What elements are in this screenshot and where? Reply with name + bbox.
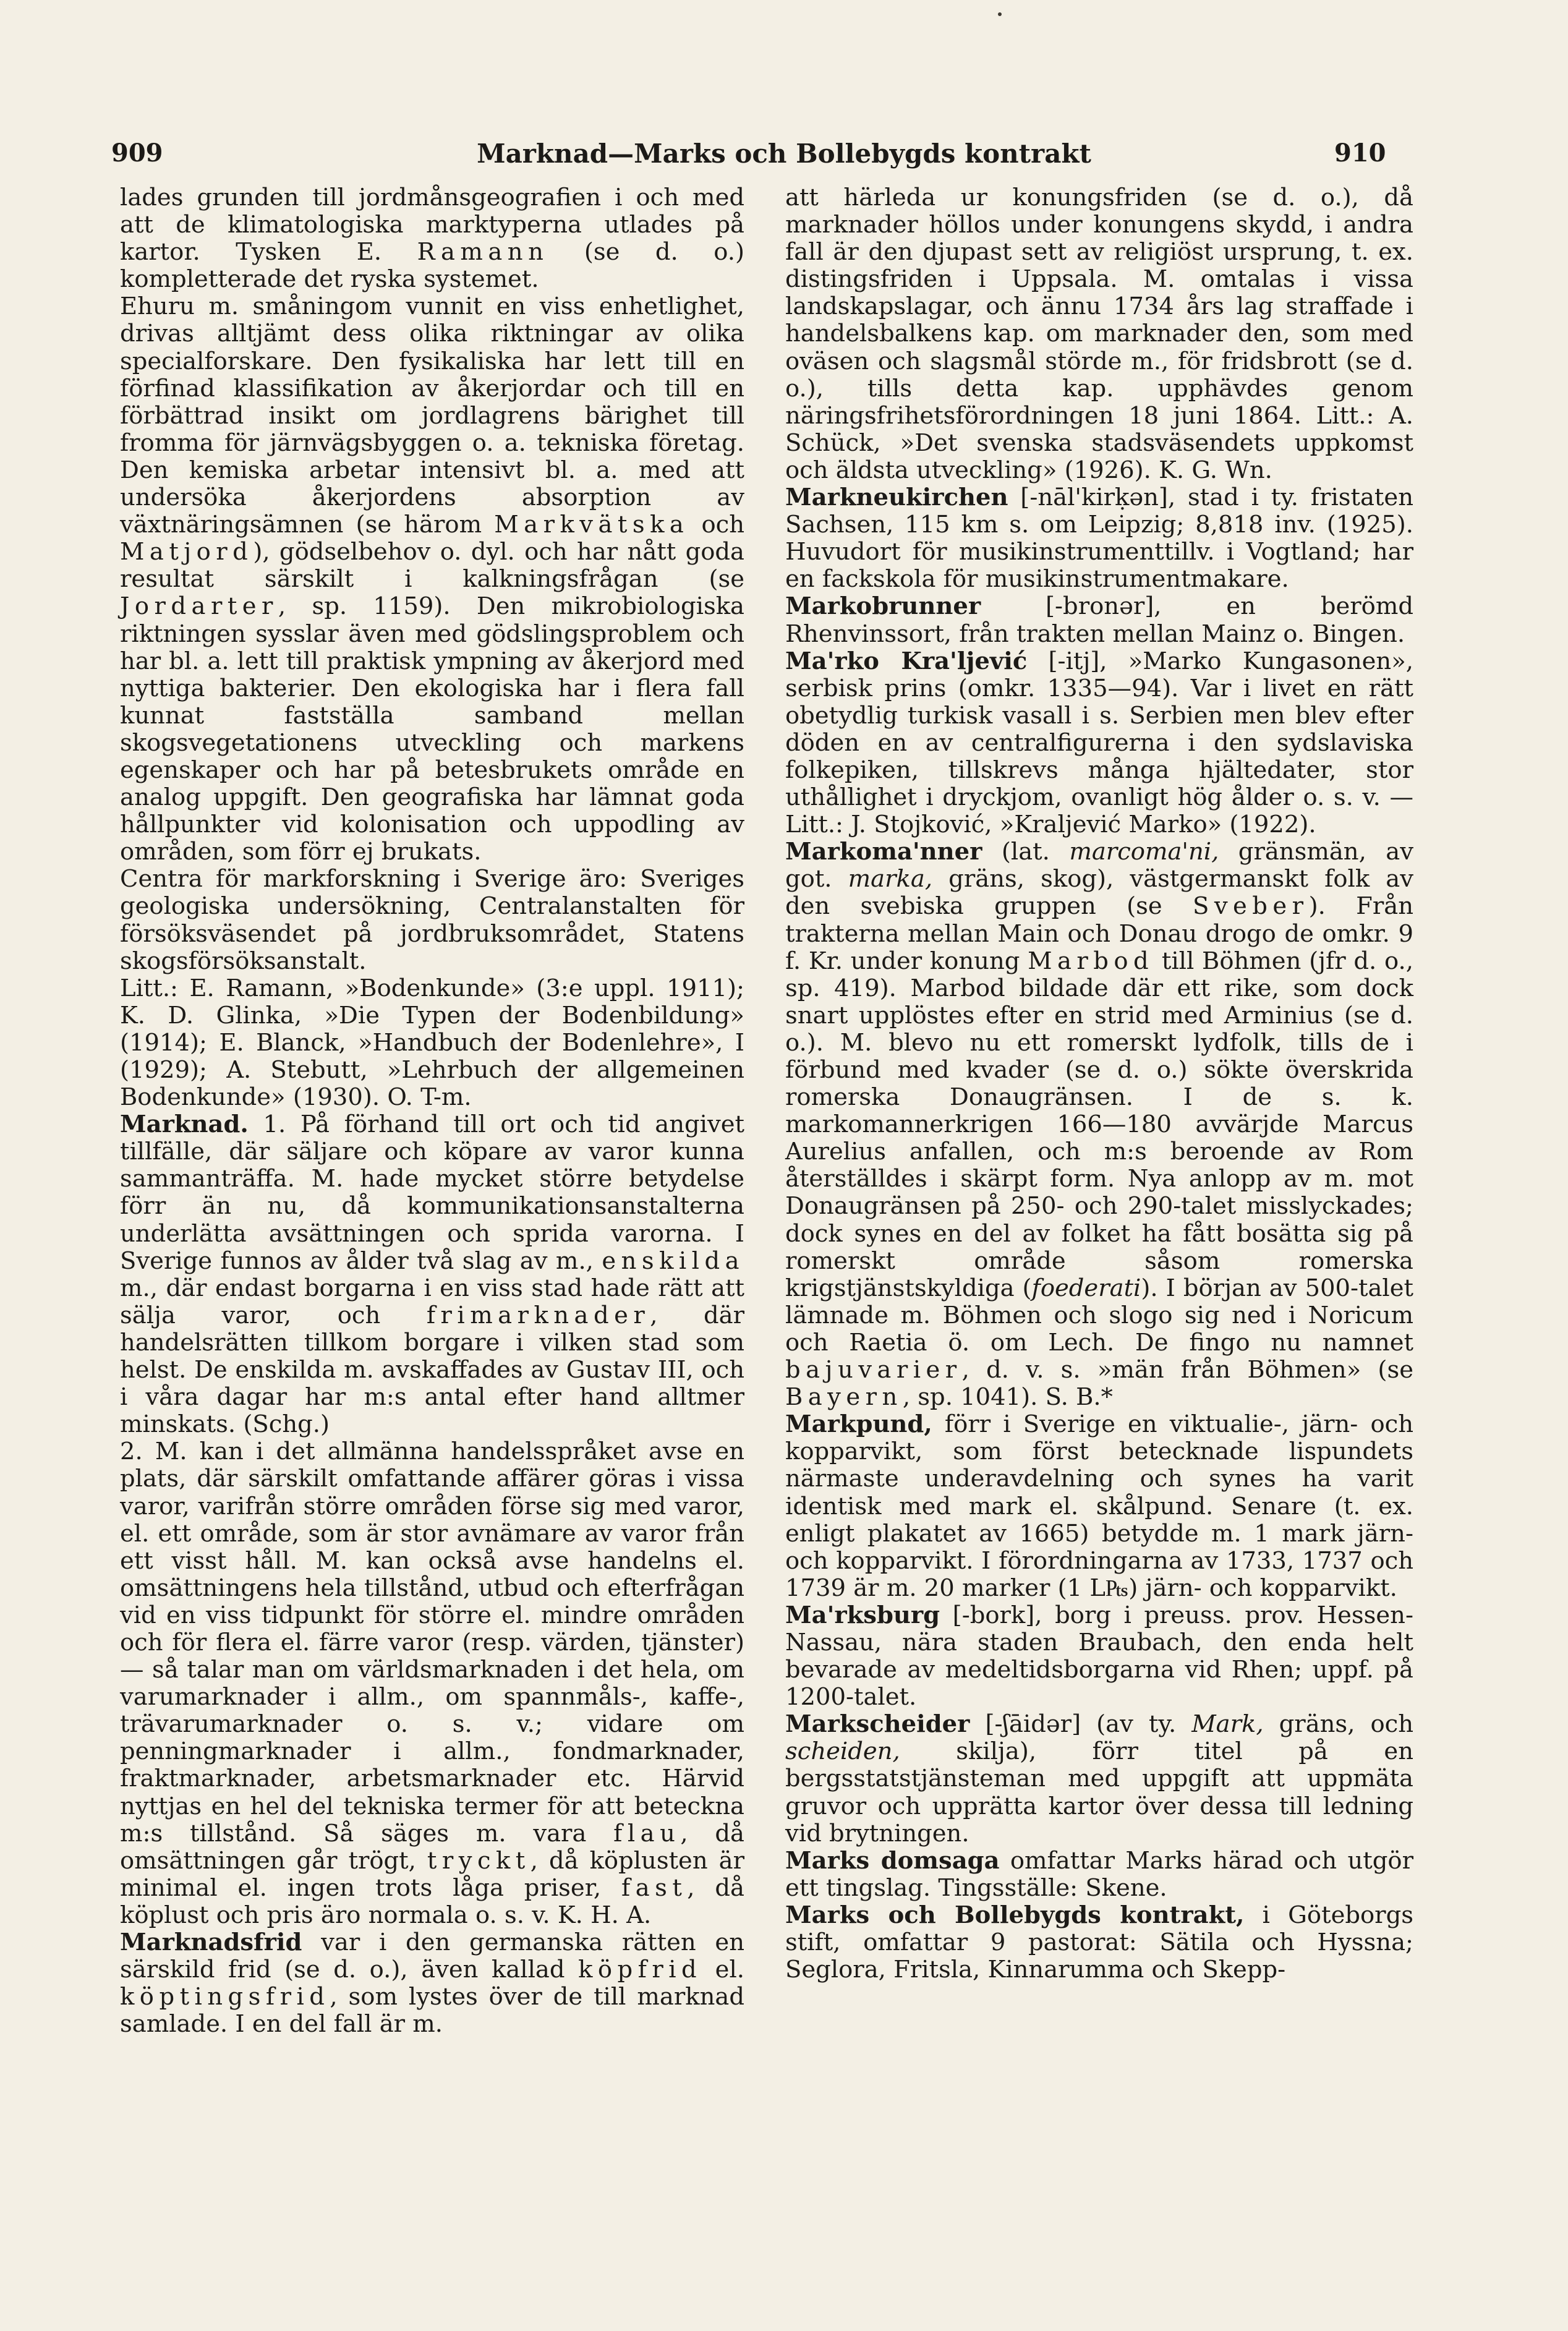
entry-marksburg: Ma'rksburg [-bork], borg i preuss. prov. Hessen-Nassau, nära staden Braubach, den enda helt bevarade av medeltidsborgarna vid Rhen; uppf. på 1200-talet. xyxy=(785,1601,1413,1711)
print-mark xyxy=(998,12,1002,16)
left-column xyxy=(120,184,744,2038)
paragraph: lades grunden till jordmånsgeografien i och med att de klimatologiska marktyperna utlades på kartor. Tysken E. Ramann (se d. o.) kompletterade det ryska systemet. xyxy=(120,184,744,294)
entry-markneukirchen: Markneukirchen [-nāl'kirḳən], stad i ty. fristaten Sachsen, 115 km s. om Leipzig; 8,818 inv. (1925). Huvudort för musikinstrumenttillv. i Vogtland; har en fackskola för musikinstrumentmakare. xyxy=(785,484,1413,594)
entry-markobrunner: Markobrunner [-bronər], en berömd Rhenvinssort, från trakten mellan Mainz o. Bingen. xyxy=(785,592,1413,648)
entry-marks-bollebygds-kontrakt: Marks och Bollebygds kontrakt, i Göteborgs stift, omfattar 9 pastorat: Sätila och Hyssna; Seglora, Fritsla, Kinnarumma och Skepp- xyxy=(785,1901,1413,1984)
left-page-number: 909 xyxy=(111,138,163,168)
entry-markomanner: Markoma'nner (lat. marcoma'ni, gränsmän, av got. marka, gräns, skog), västgermanskt folk av den svebiska gruppen (se Sveber). Från trakterna mellan Main och Donau drogo de omkr. 9 f. Kr. under konung Marbod till Böhmen (jfr d. o., sp. 419). Marbod bildade där ett rike, som dock snart upplöstes efter en strid med Arminius (se d. o.). M. blevo nu ett romerskt lydfolk, tills de i förbund med kvader (se d. o.) sökte överskrida romerska Donaugränsen. I de s. k. markomannerkrigen 166—180 avvärjde Marcus Aurelius anfallen, och m:s beroende av Rom återställdes i skärpt form. Nya anlopp av m. mot Donaugränsen på 250- och 290-talet misslyckades; dock synes en del av folket ha fått bosätta sig på romerskt område såsom romerska krigstjänstskyldiga (foederati). I början av 500-talet lämnade m. Böhmen och slogo sig ned i Noricum och Raetia ö. om Lech. De fingo nu namnet bajuvarier, d. v. s. »män från Böhmen» (se Bayern, sp. 1041). S. B.* xyxy=(785,838,1413,1412)
running-header: Marknad—Marks och Bollebygds kontrakt xyxy=(477,138,1091,169)
entry-markscheider: Markscheider [-ʃāidər] (av ty. Mark, gräns, och scheiden, skilja), förr titel på en bergsstatstjänsteman med uppgift att uppmäta gruvor och upprätta kartor över dessa till ledning vid brytningen. xyxy=(785,1710,1413,1847)
entry-marknad: Marknad. 1. På förhand till ort och tid angivet tillfälle, där säljare och köpare av varor kunna sammanträffa. M. hade mycket större betydelse förr än nu, då kommunikationsanstalterna underlätta avsättningen och sprida varorna. I Sverige funnos av ålder två slag av m., enskilda m., där endast borgarna i en viss stad hade rätt att sälja varor, och frimarknader, där handelsrätten tillkom borgare i vilken stad som helst. De enskilda m. avskaffades av Gustav III, och i våra dagar har m:s antal efter hand alltmer minskats. (Schg.) xyxy=(120,1110,744,1439)
paragraph: Ehuru m. småningom vunnit en viss enhetlighet, drivas alltjämt dess olika riktningar av olika specialforskare. Den fysikaliska har lett till en förfinad klassifikation av åkerjordar och till en förbättrad insikt om jordlagrens bärighet till fromma för järnvägsbyggen o. a. tekniska företag. Den kemiska arbetar intensivt bl. a. med att undersöka åkerjordens absorption av växtnäringsämnen (se härom Markvätska och Matjord), gödselbehov o. dyl. och har nått goda resultat särskilt i kalkningsfrågan (se Jordarter, sp. 1159). Den mikrobiologiska riktningen sysslar även med gödslingsproblem och har bl. a. lett till praktisk ympning av åkerjord med nyttiga bakterier. Den ekologiska har i flera fall kunnat fastställa samband mellan skogsvegetationens utveckling och markens egenskaper och har på betesbrukets område en analog uppgift. Den geografiska har lämnat goda hållpunkter vid kolonisation och uppodling av områden, som förr ej brukats. xyxy=(120,292,744,866)
paragraph: att härleda ur konungsfriden (se d. o.), då marknader höllos under konungens skydd, i andra fall är den djupast sett av religiöst ursprung, t. ex. distingsfriden i Uppsala. M. omtalas i vissa landskapslagar, och ännu 1734 års lag straffade i handelsbalkens kap. om marknader den, som med oväsen och slagsmål störde m., för fridsbrott (se d. o.), tills detta kap. upphävdes genom näringsfrihetsförordningen 18 juni 1864. Litt.: A. Schück, »Det svenska stadsväsendets uppkomst och äldsta utveckling» (1926). K. G. Wn. xyxy=(785,184,1413,484)
entry-markpund: Markpund, förr i Sverige en viktualie-, järn- och kopparvikt, som först betecknade lispundets närmaste underavdelning och synes ha varit identisk med mark el. skålpund. Senare (t. ex. enligt plakatet av 1665) betydde m. 1 mark järn- och kopparvikt. I förordningarna av 1733, 1737 och 1739 är m. 20 marker (1 L₧) järn- och kopparvikt. xyxy=(785,1410,1413,1602)
entry-marko-kraljevic: Ma'rko Kra'ljević [-itj], »Marko Kungasonen», serbisk prins (omkr. 1335—94). Var i livet en rätt obetydlig turkisk vasall i s. Serbien men blev efter döden en av centralfigurerna i den sydslaviska folkepiken, tillskrevs många hjältedater, stor uthållighet i dryckjom, ovanligt hög ålder o. s. v. — Litt.: J. Stojković, »Kraljević Marko» (1922). xyxy=(785,647,1413,839)
entry-marks-domsaga: Marks domsaga omfattar Marks härad och utgör ett tingslag. Tingsställe: Skene. xyxy=(785,1846,1413,1902)
entry-marknadsfrid: Marknadsfrid var i den germanska rätten en särskild frid (se d. o.), även kallad köpfrid el. köptingsfrid, som lystes över de till marknad samlade. I en del fall är m. xyxy=(120,1928,744,2039)
right-page-number: 910 xyxy=(1334,138,1386,168)
literature-note: Litt.: E. Ramann, »Bodenkunde» (3:e uppl. 1911); K. D. Glinka, »Die Typen der Bodenbildung» (1914); E. Blanck, »Handbuch der Bodenlehre», I (1929); A. Stebutt, »Lehrbuch der allgemeinen Bodenkunde» (1930). O. T-m. xyxy=(120,974,744,1112)
right-column xyxy=(785,184,1413,1984)
paragraph: 2. M. kan i det allmänna handelsspråket avse en plats, där särskilt omfattande affärer göras i vissa varor, varifrån större områden förse sig med varor, el. ett område, som är stor avnämare av varor från ett visst håll. M. kan också avse handelns el. omsättningens hela tillstånd, utbud och efterfrågan vid en viss tidpunkt för större el. mindre områden och för flera el. färre varor (resp. värden, tjänster) — så talar man om världsmarknaden i det hela, om varumarknader i allm., om spannmåls-, kaffe-, trävarumarknader o. s. v.; vidare om penningmarknader i allm., fondmarknader, fraktmarknader, arbetsmarknader etc. Härvid nyttjas en hel del tekniska termer för att beteckna m:s tillstånd. Så säges m. vara flau, då omsättningen går trögt, tryckt, då köplusten är minimal el. ingen trots låga priser, fast, då köplust och pris äro normala o. s. v. K. H. A. xyxy=(120,1438,744,1929)
paragraph: Centra för markforskning i Sverige äro: Sveriges geologiska undersökning, Centralanstalten för försöksväsendet på jordbruksområdet, Statens skogsförsöksanstalt. xyxy=(120,865,744,975)
